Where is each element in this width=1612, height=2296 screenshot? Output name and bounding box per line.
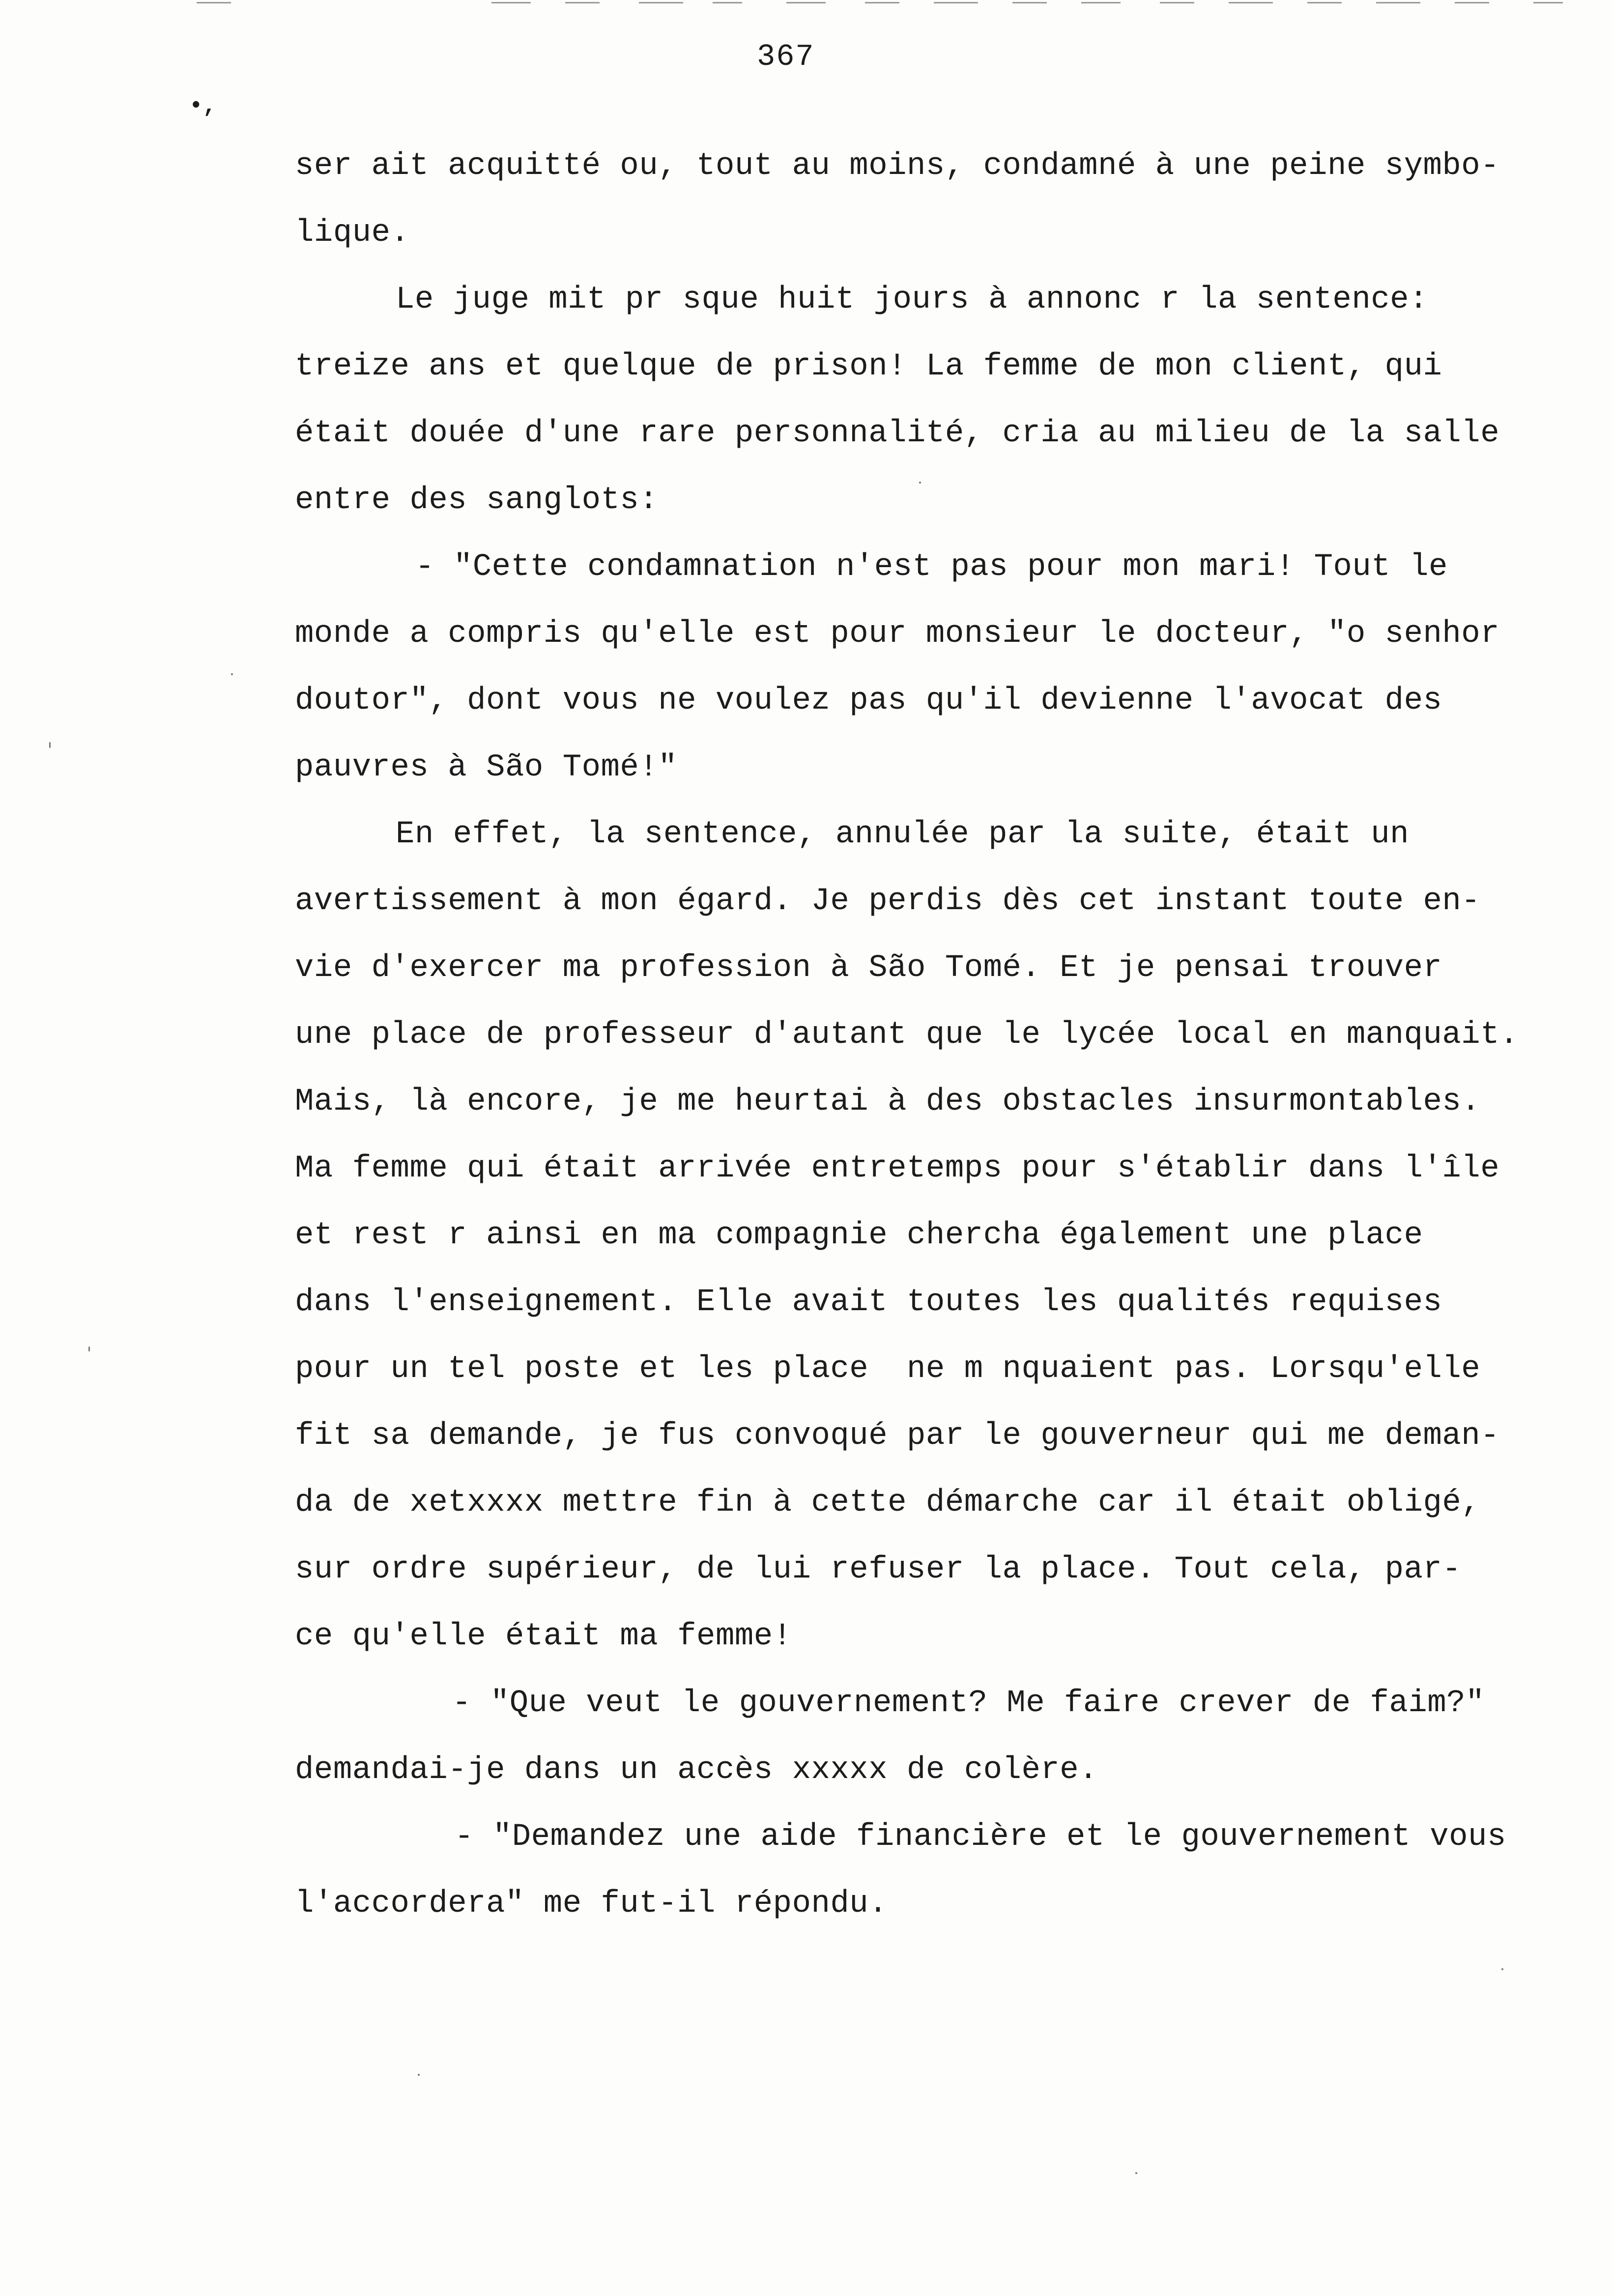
- text-line: avertissement à mon égard. Je perdis dès cet instant toute en-: [295, 884, 1481, 919]
- text-line: vie d'exercer ma profession à São Tomé. Et je pensai trouver: [295, 950, 1442, 986]
- text-line: pour un tel poste et les place ne m nquaient pas. Lorsqu'elle: [295, 1351, 1481, 1387]
- text-line: lique.: [295, 215, 410, 251]
- corner-ink-mark: •,: [189, 93, 217, 119]
- text-line: treize ans et quelque de prison! La femme de mon client, qui: [295, 349, 1442, 384]
- scan-speck: [49, 742, 51, 748]
- paragraph-start-line: En effet, la sentence, annulée par la suite, était un: [396, 817, 1410, 852]
- text-line: et rest r ainsi en ma compagnie chercha également une place: [295, 1218, 1423, 1253]
- scan-speck: [1135, 2172, 1137, 2174]
- dialogue-line: - "Cette condamnation n'est pas pour mon mari! Tout le: [415, 549, 1448, 585]
- page-number: 367: [757, 39, 815, 74]
- dialogue-line: - "Demandez une aide financière et le gouvernement vous: [455, 1819, 1506, 1855]
- top-edge-dashes: [0, 0, 1612, 7]
- scan-speck: [418, 2074, 420, 2076]
- text-line: Mais, là encore, je me heurtai à des obstacles insurmontables.: [295, 1084, 1481, 1119]
- text-line: demandai-je dans un accès xxxxx de colère.: [295, 1752, 1098, 1788]
- scan-speck: [919, 482, 921, 484]
- scan-speck: [1501, 1968, 1503, 1970]
- body-text: [295, 133, 1583, 1937]
- text-line: ser ait acquitté ou, tout au moins, condamné à une peine symbo-: [295, 148, 1500, 184]
- text-line: l'accordera" me fut-il répondu.: [295, 1886, 888, 1922]
- text-line: dans l'enseignement. Elle avait toutes les qualités requises: [295, 1285, 1442, 1320]
- text-line: pauvres à São Tomé!": [295, 750, 678, 785]
- text-line: da de xetxxxx mettre fin à cette démarche car il était obligé,: [295, 1485, 1481, 1521]
- text-line: sur ordre supérieur, de lui refuser la place. Tout cela, par-: [295, 1552, 1462, 1587]
- dialogue-line: - "Que veut le gouvernement? Me faire crever de faim?": [452, 1686, 1485, 1721]
- scan-speck: [231, 673, 233, 675]
- text-line: entre des sanglots:: [295, 483, 659, 518]
- text-line: Ma femme qui était arrivée entretemps pour s'établir dans l'île: [295, 1151, 1500, 1186]
- text-line: était douée d'une rare personnalité, cria au milieu de la salle: [295, 416, 1500, 451]
- text-line: une place de professeur d'autant que le lycée local en manquait.: [295, 1017, 1519, 1053]
- scan-speck: [88, 1347, 90, 1351]
- text-line: fit sa demande, je fus convoqué par le gouverneur qui me deman-: [295, 1418, 1500, 1454]
- text-line: monde a compris qu'elle est pour monsieur le docteur, "o senhor: [295, 616, 1500, 652]
- paragraph-start-line: Le juge mit pr sque huit jours à annonc r la sentence:: [396, 282, 1428, 317]
- text-line: doutor", dont vous ne voulez pas qu'il devienne l'avocat des: [295, 683, 1442, 718]
- text-line: ce qu'elle était ma femme!: [295, 1619, 792, 1654]
